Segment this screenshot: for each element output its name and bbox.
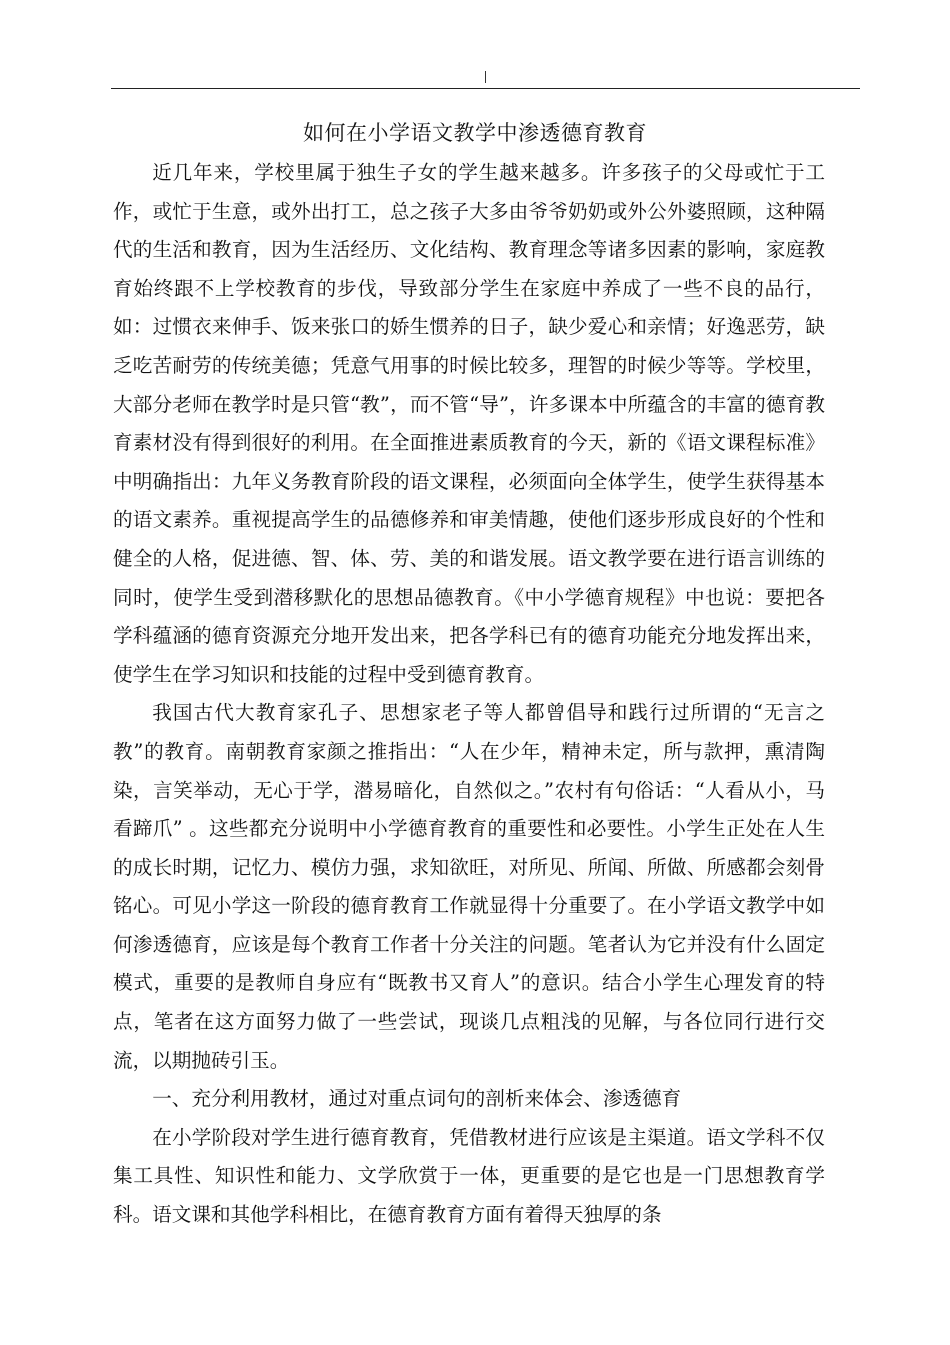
paragraph-intro: 近几年来，学校里属于独生子女的学生越来越多。许多孩子的父母或忙于工作，或忙于生意，或外出打工，总之孩子大多由爷爷奶奶或外公外婆照顾，这种隔代的生活和教育，因为生活经历、文化结构、教育理念等诸多因素的影响，家庭教育始终跟不上学校教育的步伐，导致部分学生在家庭中养成了一些不良的品行，如：过惯衣来伸手、饭来张口的娇生惯养的日子，缺少爱心和亲情；好逸恶劳，缺乏吃苦耐劳的传统美德；凭意气用事的时候比较多，理智的时候少等等。学校里，大部分老师在教学时是只管“教”，而不管“导”，许多课本中所蕴含的丰富的德育教育素材没有得到很好的利用。在全面推进素质教育的今天，新的《语文课程标准》中明确指出：九年义务教育阶段的语文课程，必须面向全体学生，使学生获得基本的语文素养。重视提高学生的品德修养和审美情趣，使他们逐步形成良好的个性和健全的人格，促进德、智、体、劳、美的和谐发展。语文教学要在进行语言训练的同时，使学生受到潜移默化的思想品德教育。《中小学德育规程》中也说：要把各学科蕴涵的德育资源充分地开发出来，把各学科已有的德育功能充分地发挥出来，使学生在学习知识和技能的过程中受到德育教育。 <box>113 161 825 686</box>
header-mark <box>485 71 486 83</box>
section-heading-1: 一、充分利用教材，通过对重点词句的剖析来体会、渗透德育 <box>152 1087 682 1111</box>
document-body <box>113 154 825 1235</box>
paragraph-background: 我国古代大教育家孔子、思想家老子等人都曾倡导和践行过所谓的“无言之教”的教育。南朝教育家颜之推指出：“人在少年，精神未定，所与款押，熏清陶染，言笑举动，无心于学，潜易暗化，自然似之。”农村有句俗话：“人看从小，马看蹄爪” 。这些都充分说明中小学德育教育的重要性和必要性。小学生正处在人生的成长时期，记忆力、模仿力强，求知欲旺，对所见、所闻、所做、所感都会刻骨铭心。可见小学这一阶段的德育教育工作就显得十分重要了。在小学语文教学中如何渗透德育，应该是每个教育工作者十分关注的问题。笔者认为它并没有什么固定模式，重要的是教师自身应有“既教书又育人”的意识。结合小学生心理发育的特点，笔者在这方面努力做了一些尝试，现谈几点粗浅的见解，与各位同行进行交流，以期抛砖引玉。 <box>113 701 825 1072</box>
header-rule <box>111 88 860 89</box>
document-title: 如何在小学语文教学中渗透德育教育 <box>303 121 647 145</box>
paragraph-section-1: 在小学阶段对学生进行德育教育，凭借教材进行应该是主渠道。语文学科不仅集工具性、知识性和能力、文学欣赏于一体，更重要的是它也是一门思想教育学科。语文课和其他学科相比，在德育教育方面有着得天独厚的条 <box>113 1125 825 1227</box>
